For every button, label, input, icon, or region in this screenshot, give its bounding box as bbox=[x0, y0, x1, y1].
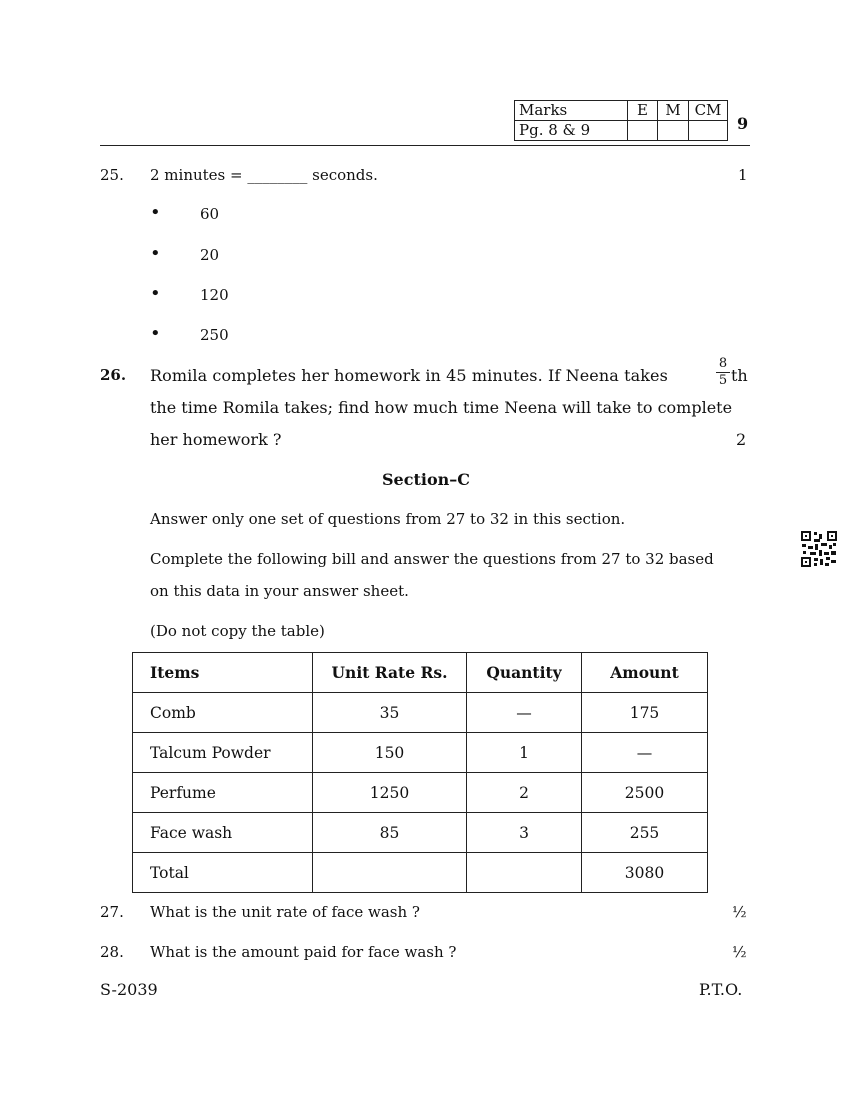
marks-col-cm: CM bbox=[689, 101, 728, 121]
bill-cell-item: Total bbox=[133, 853, 313, 893]
q26-line3: her homework ? bbox=[150, 430, 282, 449]
qr-code-icon bbox=[800, 530, 838, 568]
bill-header-amount: Amount bbox=[582, 653, 708, 693]
bill-cell-quantity: — bbox=[467, 693, 582, 733]
marks-label: Marks bbox=[515, 101, 628, 121]
paper-code: S-2039 bbox=[100, 980, 158, 999]
bill-header-unit-rate: Unit Rate Rs. bbox=[313, 653, 467, 693]
q25-option-3: 120 bbox=[200, 286, 229, 304]
q25-option-1: 60 bbox=[200, 205, 220, 223]
q25-text: 2 minutes = ________ seconds. bbox=[150, 166, 378, 184]
table-row bbox=[133, 693, 708, 733]
bullet-icon: • bbox=[150, 202, 161, 223]
header-rule bbox=[100, 145, 750, 146]
marks-table bbox=[514, 100, 728, 141]
q26-line2: the time Romila takes; find how much time Neena will take to complete bbox=[150, 398, 733, 417]
bill-cell-quantity: 3 bbox=[467, 813, 582, 853]
bill-cell-amount: 3080 bbox=[582, 853, 708, 893]
page-number: 9 bbox=[737, 114, 749, 133]
bill-header-quantity: Quantity bbox=[467, 653, 582, 693]
bill-cell-amount: 255 bbox=[582, 813, 708, 853]
table-row-total bbox=[133, 853, 708, 893]
section-instruction-2a: Complete the following bill and answer the questions from 27 to 32 based bbox=[150, 550, 714, 568]
q27-number: 27. bbox=[100, 903, 124, 921]
bill-cell-amount: — bbox=[582, 733, 708, 773]
bill-cell-item: Face wash bbox=[133, 813, 313, 853]
bill-header-row bbox=[133, 653, 708, 693]
q25-number: 25. bbox=[100, 166, 124, 184]
bill-cell-quantity: 2 bbox=[467, 773, 582, 813]
fraction bbox=[716, 357, 730, 388]
bullet-icon: • bbox=[150, 283, 161, 304]
marks-cell-m bbox=[658, 121, 689, 141]
marks-col-e: E bbox=[628, 101, 658, 121]
q27-marks: ½ bbox=[732, 903, 747, 921]
q25-option-2: 20 bbox=[200, 246, 220, 264]
fraction-suffix: th bbox=[731, 366, 748, 385]
q25-option-4: 250 bbox=[200, 326, 229, 344]
bullet-icon: • bbox=[150, 323, 161, 344]
bill-cell-rate: 35 bbox=[313, 693, 467, 733]
bill-header-items: Items bbox=[133, 653, 313, 693]
marks-col-m: M bbox=[658, 101, 689, 121]
pages-label: Pg. 8 & 9 bbox=[515, 121, 628, 141]
bill-cell-rate: 150 bbox=[313, 733, 467, 773]
bill-cell-item: Talcum Powder bbox=[133, 733, 313, 773]
marks-cell-e bbox=[628, 121, 658, 141]
marks-cell-cm bbox=[689, 121, 728, 141]
bill-cell-rate bbox=[313, 853, 467, 893]
section-instruction-2b: on this data in your answer sheet. bbox=[150, 582, 409, 600]
bill-cell-amount: 175 bbox=[582, 693, 708, 733]
pto-label: P.T.O. bbox=[699, 980, 743, 999]
bill-table bbox=[132, 652, 708, 893]
section-instruction-3: (Do not copy the table) bbox=[150, 622, 325, 640]
bill-cell-rate: 1250 bbox=[313, 773, 467, 813]
q28-number: 28. bbox=[100, 943, 124, 961]
bill-cell-amount: 2500 bbox=[582, 773, 708, 813]
q26-number: 26. bbox=[100, 366, 127, 384]
q28-text: What is the amount paid for face wash ? bbox=[150, 943, 457, 961]
q27-text: What is the unit rate of face wash ? bbox=[150, 903, 420, 921]
bill-cell-quantity bbox=[467, 853, 582, 893]
q26-line1: Romila completes her homework in 45 minutes. If Neena takes bbox=[150, 366, 668, 385]
q28-marks: ½ bbox=[732, 943, 747, 961]
bill-cell-rate: 85 bbox=[313, 813, 467, 853]
table-row bbox=[133, 773, 708, 813]
q25-marks: 1 bbox=[738, 166, 748, 184]
fraction-denominator: 5 bbox=[718, 373, 728, 388]
bill-cell-item: Perfume bbox=[133, 773, 313, 813]
fraction-numerator: 8 bbox=[718, 356, 728, 371]
bill-cell-item: Comb bbox=[133, 693, 313, 733]
bill-cell-quantity: 1 bbox=[467, 733, 582, 773]
section-title: Section–C bbox=[382, 470, 470, 489]
section-instruction-1: Answer only one set of questions from 27 to 32 in this section. bbox=[150, 510, 626, 528]
q26-marks: 2 bbox=[736, 430, 747, 449]
table-row bbox=[133, 733, 708, 773]
table-row bbox=[133, 813, 708, 853]
bullet-icon: • bbox=[150, 243, 161, 264]
